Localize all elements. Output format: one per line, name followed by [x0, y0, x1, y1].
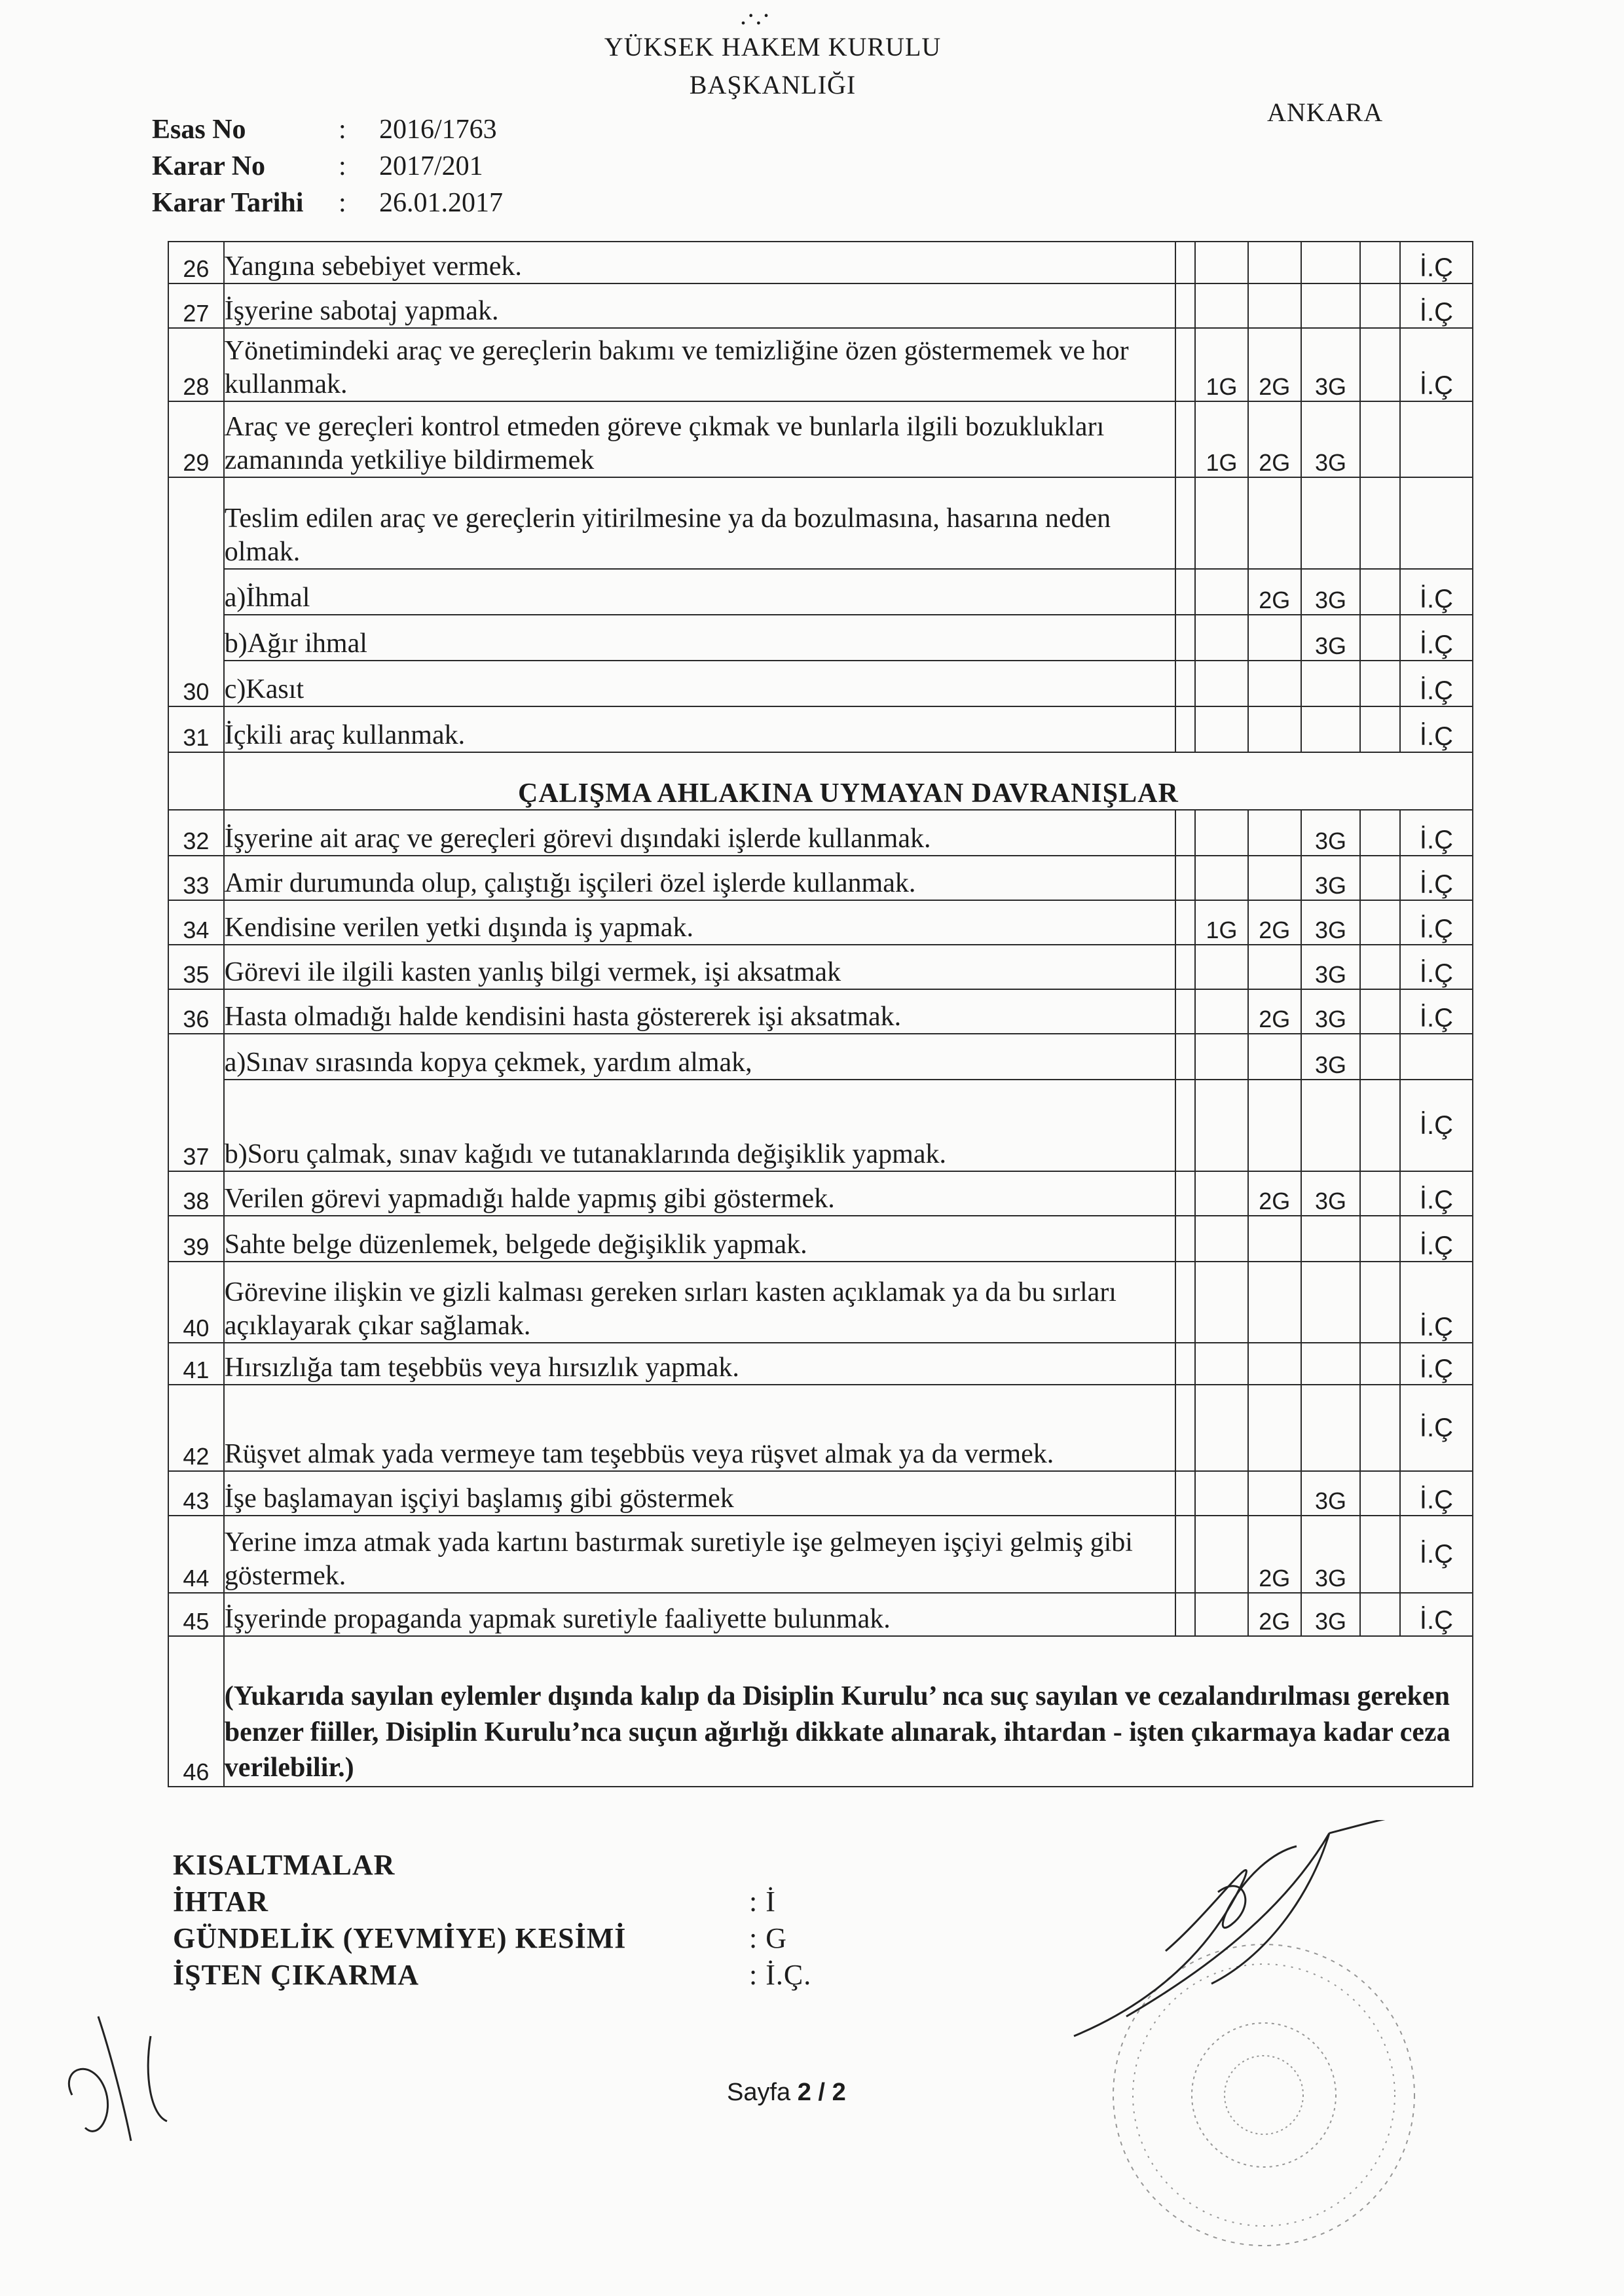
penalty-2g: 2G	[1248, 328, 1301, 401]
official-stamp-and-signature	[1048, 1820, 1519, 2278]
penalty-ic: İ.Ç	[1400, 945, 1473, 989]
row-number: 40	[168, 1262, 224, 1343]
penalty-2g: 2G	[1248, 900, 1301, 945]
page-total: 2	[832, 2079, 846, 2106]
row-text: Görevi ile ilgili kasten yanlış bilgi vermek, işi aksatmak	[224, 945, 1175, 989]
abbreviation-item	[173, 1883, 811, 1920]
penalty-3g: 3G	[1301, 1171, 1361, 1216]
table-row	[168, 569, 1473, 615]
penalty-ic: İ.Ç	[1400, 569, 1473, 615]
penalty-ic: İ.Ç	[1400, 1343, 1473, 1385]
penalty-2g: 2G	[1248, 401, 1301, 477]
penalty-ic: İ.Ç	[1400, 1593, 1473, 1636]
penalty-3g: 3G	[1301, 856, 1361, 900]
penalty-1g: 1G	[1195, 900, 1248, 945]
row-text: Amir durumunda olup, çalıştığı işçileri özel işlerde kullanmak.	[224, 856, 1175, 900]
row-number: 32	[168, 810, 224, 856]
row-number: 30	[168, 477, 224, 706]
penalty-ic: İ.Ç	[1400, 1216, 1473, 1262]
row-text: Verilen görevi yapmadığı halde yapmış gibi göstermek.	[224, 1171, 1175, 1216]
table-row	[168, 477, 1473, 569]
header-title: YÜKSEK HAKEM KURULU	[604, 32, 942, 62]
abbreviation-value: : İ.Ç.	[749, 1958, 812, 1991]
penalty-1g: 1G	[1195, 328, 1248, 401]
table-row	[168, 1593, 1473, 1636]
catch-all-clause: (Yukarıda sayılan eylemler dışında kalıp da Disiplin Kurulu’ nca suç sayılan ve cezalandırılması gereken benzer fiiller, Disiplin Kurulu’nca suçun ağırlığı dikkate alınarak, ihtardan - işten çıkarmaya kadar ceza verilebilir.)	[224, 1636, 1473, 1787]
penalty-2g: 2G	[1248, 989, 1301, 1034]
table-row	[168, 856, 1473, 900]
penalty-3g: 3G	[1301, 569, 1361, 615]
row-number: 33	[168, 856, 224, 900]
row-text: Teslim edilen araç ve gereçlerin yitirilmesine ya da bozulmasına, hasarına neden olmak.	[224, 477, 1175, 569]
penalty-3g: 3G	[1301, 810, 1361, 856]
table-row	[168, 1385, 1473, 1471]
section-heading: ÇALIŞMA AHLAKINA UYMAYAN DAVRANIŞLAR	[224, 752, 1473, 810]
row-text: a)Sınav sırasında kopya çekmek, yardım almak,	[224, 1034, 1175, 1080]
table-row	[168, 810, 1473, 856]
meta-value: 2017/201	[379, 151, 483, 181]
abbreviations	[173, 1846, 811, 1993]
table-row	[168, 1262, 1473, 1343]
row-text: b)Soru çalmak, sınav kağıdı ve tutanaklarında değişiklik yapmak.	[224, 1080, 1175, 1171]
row-text: İçkili araç kullanmak.	[224, 706, 1175, 752]
table-row	[168, 706, 1473, 752]
page-number	[727, 2079, 846, 2107]
row-text: Yangına sebebiyet vermek.	[224, 242, 1175, 283]
row-number: 45	[168, 1593, 224, 1636]
row-number: 42	[168, 1385, 224, 1471]
row-text: Yönetimindeki araç ve gereçlerin bakımı ve temizliğine özen göstermemek ve hor kullanmak.	[224, 328, 1175, 401]
penalty-3g: 3G	[1301, 1593, 1361, 1636]
row-number: 26	[168, 242, 224, 283]
abbreviations-title: KISALTMALAR	[173, 1848, 396, 1881]
penalty-ic: İ.Ç	[1400, 1471, 1473, 1516]
page-prefix: Sayfa	[727, 2079, 798, 2106]
penalty-2g: 2G	[1248, 1516, 1301, 1593]
table-row	[168, 328, 1473, 401]
table-row	[168, 661, 1473, 706]
penalty-3g: 3G	[1301, 900, 1361, 945]
penalty-table	[168, 241, 1473, 1787]
penalty-3g: 3G	[1301, 1516, 1361, 1593]
meta-row-tarih	[152, 185, 503, 221]
penalty-ic: İ.Ç	[1400, 856, 1473, 900]
penalty-ic: İ.Ç	[1400, 242, 1473, 283]
header-subtitle: BAŞKANLIĞI	[689, 70, 857, 100]
abbreviation-item	[173, 1956, 811, 1993]
table-row	[168, 1516, 1473, 1593]
meta-value: 2016/1763	[379, 115, 497, 145]
row-number: 41	[168, 1343, 224, 1385]
penalty-3g: 3G	[1301, 1471, 1361, 1516]
row-number: 39	[168, 1216, 224, 1262]
abbreviation-label: İHTAR	[173, 1885, 268, 1918]
table-row	[168, 615, 1473, 661]
penalty-ic: İ.Ç	[1400, 900, 1473, 945]
row-text: Hırsızlığa tam teşebbüs veya hırsızlık yapmak.	[224, 1343, 1175, 1385]
row-text: b)Ağır ihmal	[224, 615, 1175, 661]
penalty-ic: İ.Ç	[1400, 989, 1473, 1034]
row-text: Rüşvet almak yada vermeye tam teşebbüs veya rüşvet almak ya da vermek.	[224, 1385, 1175, 1471]
table-row	[168, 1171, 1473, 1216]
row-text: İşe başlamayan işçiyi başlamış gibi göstermek	[224, 1471, 1175, 1516]
penalty-1g: 1G	[1195, 401, 1248, 477]
penalty-3g: 3G	[1301, 328, 1361, 401]
meta-label: Karar No	[152, 151, 266, 181]
penalty-2g: 2G	[1248, 1171, 1301, 1216]
penalty-ic: İ.Ç	[1400, 706, 1473, 752]
abbreviation-label: GÜNDELİK (YEVMİYE) KESİMİ	[173, 1922, 627, 1954]
row-text: İşyerine sabotaj yapmak.	[224, 283, 1175, 328]
row-text: Sahte belge düzenlemek, belgede değişiklik yapmak.	[224, 1216, 1175, 1262]
abbreviation-value: : İ	[749, 1885, 776, 1918]
table-row	[168, 1034, 1473, 1080]
section-row	[168, 752, 1473, 810]
meta-label: Esas No	[152, 115, 246, 145]
abbreviation-value: : G	[749, 1922, 787, 1954]
table-row	[168, 900, 1473, 945]
penalty-2g: 2G	[1248, 569, 1301, 615]
abbreviation-label: İŞTEN ÇIKARMA	[173, 1958, 420, 1991]
handwritten-initials	[52, 1990, 183, 2147]
penalty-3g: 3G	[1301, 401, 1361, 477]
penalty-3g: 3G	[1301, 615, 1361, 661]
row-number: 44	[168, 1516, 224, 1593]
table-row	[168, 242, 1473, 283]
table-row	[168, 1080, 1473, 1171]
penalty-3g: 3G	[1301, 1034, 1361, 1080]
page-sep: /	[811, 2079, 832, 2106]
penalty-ic: İ.Ç	[1400, 1516, 1473, 1593]
meta-row-karar	[152, 148, 503, 185]
table-row	[168, 945, 1473, 989]
row-text: Yerine imza atmak yada kartını bastırmak suretiyle işe gelmeyen işçiyi gelmiş gibi göstermek.	[224, 1516, 1175, 1593]
penalty-2g: 2G	[1248, 1593, 1301, 1636]
row-number: 37	[168, 1034, 224, 1171]
table-row	[168, 989, 1473, 1034]
table-row	[168, 283, 1473, 328]
row-number: 34	[168, 900, 224, 945]
row-text: Hasta olmadığı halde kendisini hasta göstererek işi aksatmak.	[224, 989, 1175, 1034]
table-row	[168, 1636, 1473, 1787]
row-text: Görevine ilişkin ve gizli kalması gereken sırları kasten açıklamak ya da bu sırları açıklayarak çıkar sağlamak.	[224, 1262, 1175, 1343]
meta-value: 26.01.2017	[379, 188, 503, 218]
row-text: c)Kasıt	[224, 661, 1175, 706]
penalty-ic: İ.Ç	[1400, 1080, 1473, 1171]
meta-row-esas	[152, 111, 503, 148]
penalty-3g: 3G	[1301, 989, 1361, 1034]
page-current: 2	[797, 2079, 811, 2106]
abbreviation-item	[173, 1920, 811, 1956]
penalty-ic: İ.Ç	[1400, 615, 1473, 661]
row-number: 28	[168, 328, 224, 401]
penalty-ic: İ.Ç	[1400, 283, 1473, 328]
table-row	[168, 401, 1473, 477]
row-number: 29	[168, 401, 224, 477]
row-number: 43	[168, 1471, 224, 1516]
row-text: Kendisine verilen yetki dışında iş yapmak.	[224, 900, 1175, 945]
row-number: 27	[168, 283, 224, 328]
row-text: İşyerinde propaganda yapmak suretiyle faaliyette bulunmak.	[224, 1593, 1175, 1636]
meta-label: Karar Tarihi	[152, 188, 304, 218]
meta-sep: :	[339, 115, 346, 145]
meta-sep: :	[339, 188, 346, 218]
case-meta	[152, 111, 503, 221]
row-number: 38	[168, 1171, 224, 1216]
header-mark: .·.·	[740, 1, 771, 30]
meta-sep: :	[339, 151, 346, 181]
row-number: 31	[168, 706, 224, 752]
penalty-ic: İ.Ç	[1400, 810, 1473, 856]
row-number: 46	[168, 1636, 224, 1787]
penalty-ic: İ.Ç	[1400, 1262, 1473, 1343]
penalty-ic: İ.Ç	[1400, 1385, 1473, 1471]
penalty-ic: İ.Ç	[1400, 328, 1473, 401]
table-row	[168, 1216, 1473, 1262]
row-number: 35	[168, 945, 224, 989]
penalty-3g: 3G	[1301, 945, 1361, 989]
penalty-ic: İ.Ç	[1400, 1171, 1473, 1216]
table-row	[168, 1343, 1473, 1385]
header-city: ANKARA	[1267, 98, 1384, 127]
penalty-ic: İ.Ç	[1400, 661, 1473, 706]
row-number: 36	[168, 989, 224, 1034]
row-text: Araç ve gereçleri kontrol etmeden göreve çıkmak ve bunlarla ilgili bozuklukları zamanında yetkiliye bildirmemek	[224, 401, 1175, 477]
row-text: a)İhmal	[224, 569, 1175, 615]
table-row	[168, 1471, 1473, 1516]
row-text: İşyerine ait araç ve gereçleri görevi dışındaki işlerde kullanmak.	[224, 810, 1175, 856]
